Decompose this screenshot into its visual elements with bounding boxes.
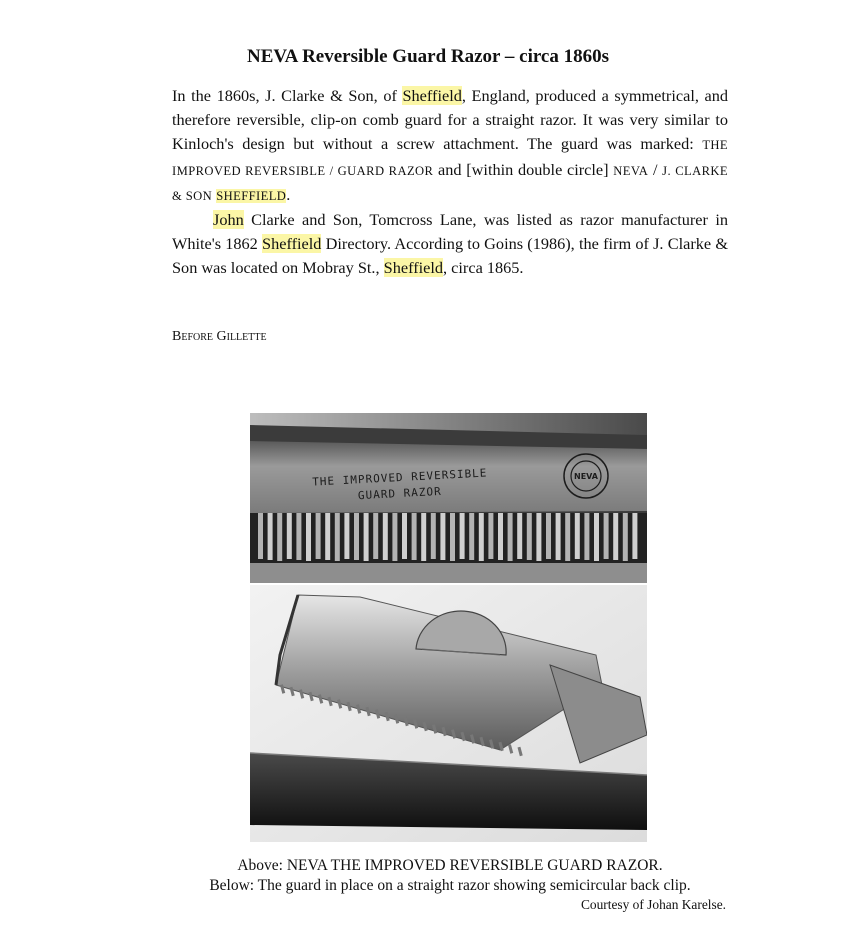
- guard-stamp-line2: GUARD RAZOR: [357, 484, 443, 503]
- paragraph-1: In the 1860s, J. Clarke & Son, of Sheffield, England, produced a symmetrical, and therefore reversible, clip-on comb guard for a straight razor. It was very similar to Kinloch's design but without a screw attachment. The guard was marked: THE IMPROVED REVERSIBLE / GUARD RAZOR and [within double circle] NEVA / J. CLARKE & SON SHEFFIELD.: [172, 86, 729, 204]
- highlight-term: Sheffield: [402, 86, 462, 105]
- photo-credit: Courtesy of Johan Karelse.: [580, 897, 726, 912]
- seal-text: NEVA: [574, 472, 598, 481]
- highlight-term: Sheffield: [262, 234, 322, 254]
- paragraph-2: John Clarke and Son, Tomcross Lane, was listed as razor manufacturer in White's 1862 Sheffield Directory. According to Goins (1986), the firm of J. Clarke & Son was located on Mobray St., Sheffield, circa 1865.: [172, 210, 728, 278]
- guard-stamp-line1: THE IMPROVED REVERSIBLE: [311, 466, 488, 489]
- article-body: [172, 84, 728, 281]
- highlight-term: SHEFFIELD: [216, 188, 287, 203]
- guard-photo: [250, 413, 647, 583]
- highlight-term: John: [213, 210, 244, 230]
- caption-line-2: Below: The guard in place on a straight razor showing semicircular back clip.: [209, 877, 691, 894]
- caption-line-1: Above: NEVA THE IMPROVED REVERSIBLE GUARD RAZOR.: [237, 857, 663, 874]
- razor-photo: [250, 585, 647, 842]
- stamp-text: THE IMPROVED REVERSIBLE / GUARD RAZOR: [172, 138, 728, 178]
- page-title: NEVA Reversible Guard Razor – circa 1860s: [246, 46, 610, 67]
- guard-photo-svg: [250, 413, 647, 583]
- stamp-text: NEVA: [613, 163, 649, 178]
- section-label: Before Gillette: [172, 329, 267, 344]
- stamp-text: J. CLARKE & SON: [172, 163, 728, 203]
- razor-photo-svg: [250, 585, 647, 842]
- highlight-term: Sheffield: [383, 258, 444, 278]
